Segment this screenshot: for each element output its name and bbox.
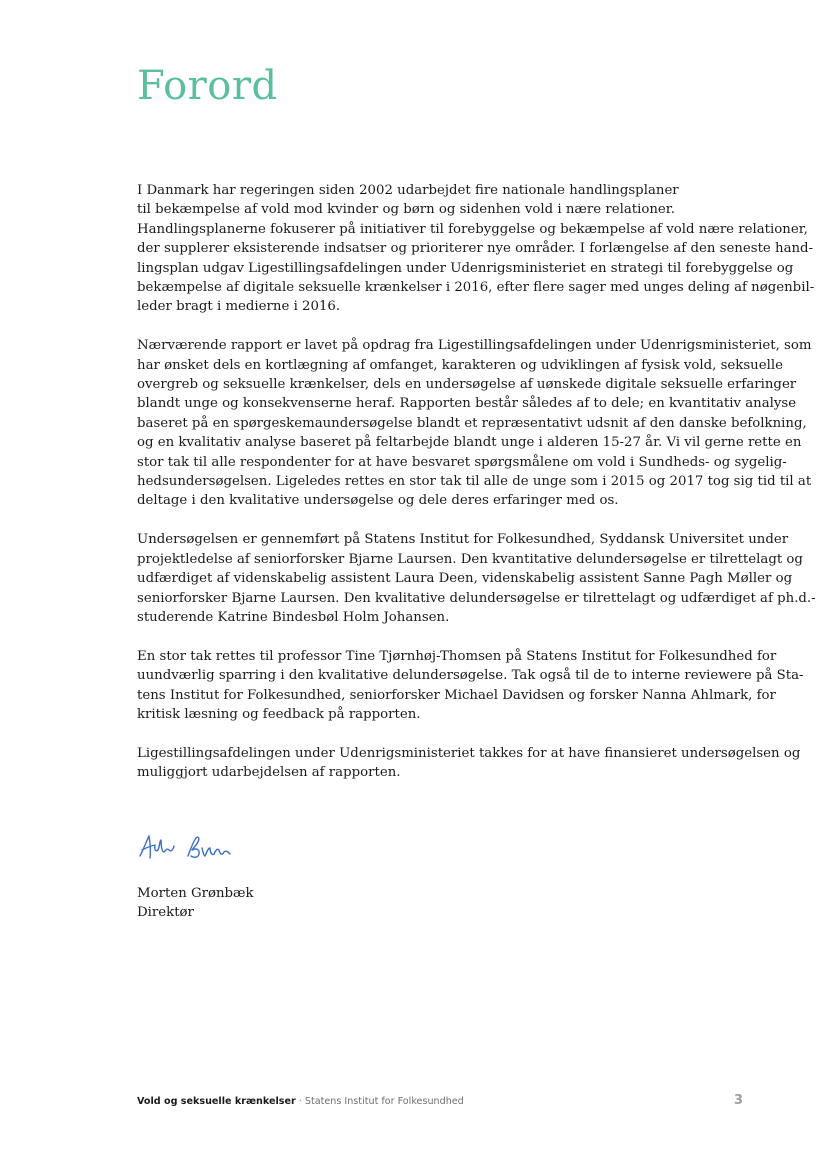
text-line: til bekæmpelse af vold mod kvinder og børn og sidenhen vold i nære relationer. <box>137 202 675 218</box>
text-line: kritisk læsning og feedback på rapporten. <box>137 706 421 722</box>
page-title: Forord <box>137 63 278 109</box>
foreword-body <box>137 181 816 802</box>
text-line: deltage i den kvalitative undersøgelse og dele deres erfaringer med os. <box>137 493 619 509</box>
text-line: hedsundersøgelsen. Ligeledes rettes en stor tak til alle de unge som i 2015 og 2017 tog sig tid til at <box>137 474 812 490</box>
text-line: I Danmark har regeringen siden 2002 udarbejdet fire nationale handlingsplaner <box>137 183 679 198</box>
paragraph <box>137 181 815 317</box>
page-number: 3 <box>733 1093 743 1108</box>
text-line: overgreb og seksuelle krænkelser, dels en undersøgelse af uønskede digitale seksuelle erfaringer <box>137 377 797 393</box>
text-line: projektledelse af seniorforsker Bjarne Laursen. Den kvantitative delundersøgelse er tilrettelagt og <box>137 551 803 567</box>
footer-institute: Statens Institut for Folkesundhed <box>304 1096 464 1107</box>
text-line: Handlingsplanerne fokuserer på initiativer til forebyggelse og bekæmpelse af vold nære relationer, <box>137 221 808 237</box>
page-footer <box>137 1096 464 1107</box>
signature-stroke <box>140 836 174 858</box>
text-line: tens Institut for Folkesundhed, seniorforsker Michael Davidsen og forsker Nanna Ahlmark, for <box>137 687 776 703</box>
signer-role: Direktør <box>137 905 194 920</box>
signer-name: Morten Grønbæk <box>137 886 254 901</box>
text-line: har ønsket dels en kortlægning af omfanget, karakteren og udviklingen af fysisk vold, seksuelle <box>137 357 783 373</box>
text-line: uundværlig sparring i den kvalitative delundersøgelse. Tak også til de to interne reviewere på Sta- <box>137 668 804 684</box>
text-line: bekæmpelse af digitale seksuelle krænkelser i 2016, efter flere sager med unges deling af nøgenbil- <box>137 280 815 296</box>
text-line: udfærdiget af videnskabelig assistent Laura Deen, videnskabelig assistent Sanne Pagh Møller og <box>137 571 793 587</box>
text-line: og en kvalitativ analyse baseret på feltarbejde blandt unge i alderen 15-27 år. Vi vil gerne rette en <box>137 435 802 451</box>
text-line: Undersøgelsen er gennemført på Statens Institut for Folkesundhed, Syddansk Universitet under <box>137 532 789 548</box>
text-line: En stor tak rettes til professor Tine Tjørnhøj-Thomsen på Statens Institut for Folkesundhed for <box>137 648 777 664</box>
handwritten-signature <box>136 826 240 870</box>
text-line: studerende Katrine Bindesbøl Holm Johansen. <box>137 609 450 625</box>
paragraph <box>137 647 804 725</box>
text-line: stor tak til alle respondenter for at have besvaret spørgsmålene om vold i Sundheds- og sygelig- <box>137 454 787 470</box>
paragraph <box>137 336 812 511</box>
text-line: der supplerer eksisterende indsatser og prioriterer nye områder. I forlængelse af den seneste hand- <box>137 241 814 257</box>
text-line: leder bragt i medierne i 2016. <box>137 299 341 315</box>
footer-report-title: Vold og seksuelle krænkelser <box>137 1096 296 1107</box>
text-line: Nærværende rapport er lavet på opdrag fra Ligestillingsafdelingen under Udenrigsministeriet, som <box>137 338 812 354</box>
signature-stroke <box>188 837 230 857</box>
signer-block <box>137 884 254 922</box>
footer-separator: · <box>295 1096 305 1107</box>
text-line: baseret på en spørgeskemaundersøgelse blandt et repræsentativt udsnit af den danske befolkning, <box>137 415 807 431</box>
text-line: lingsplan udgav Ligestillingsafdelingen under Udenrigsministeriet en strategi til forebyggelse og <box>137 260 794 276</box>
text-line: muliggjort udarbejdelsen af rapporten. <box>137 765 401 781</box>
text-line: blandt unge og konsekvenserne heraf. Rapporten består således af to dele; en kvantitativ analyse <box>137 396 797 412</box>
text-line: seniorforsker Bjarne Laursen. Den kvalitative delundersøgelse er tilrettelagt og udfærdiget af ph.d.- <box>137 590 816 606</box>
paragraph <box>137 744 801 783</box>
text-line: Ligestillingsafdelingen under Udenrigsministeriet takkes for at have finansieret undersøgelsen og <box>137 745 801 761</box>
paragraph <box>137 530 816 627</box>
